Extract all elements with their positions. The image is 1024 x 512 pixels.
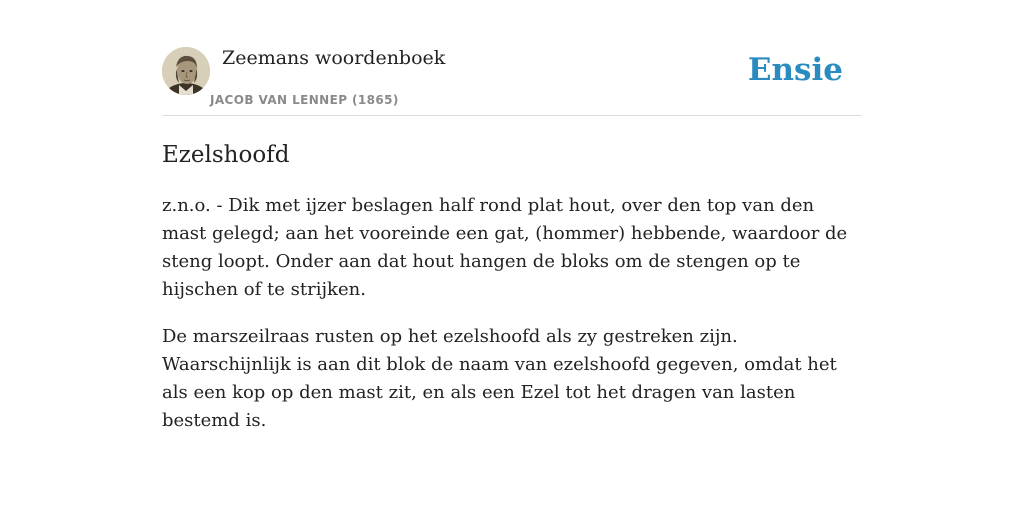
- source-header: [162, 46, 862, 116]
- entry-headword: Ezelshoofd: [162, 142, 290, 168]
- dictionary-title[interactable]: Zeemans woordenboek: [222, 47, 446, 69]
- author-portrait[interactable]: [162, 47, 210, 95]
- entry-definition: [162, 192, 862, 454]
- author-name[interactable]: JACOB VAN LENNEP (1865): [210, 93, 399, 107]
- definition-paragraph: De marszeilraas rusten op het ezelshoofd als zy gestreken zijn. Waarschijnlijk is aan dit blok de naam van ezelshoofd gegeven, omdat het als een kop op den mast zit, en als een Ezel tot het dragen van lasten bestemd is.: [162, 326, 837, 431]
- ensie-logo[interactable]: Ensie: [747, 52, 843, 88]
- author-portrait-image: [162, 47, 210, 95]
- definition-paragraph: z.n.o. - Dik met ijzer beslagen half rond plat hout, over den top van den mast gelegd; aan het vooreinde een gat, (hommer) hebbende, waardoor de steng loopt. Onder aan dat hout hangen de bloks om de stengen op te hijschen of te strijken.: [162, 195, 848, 300]
